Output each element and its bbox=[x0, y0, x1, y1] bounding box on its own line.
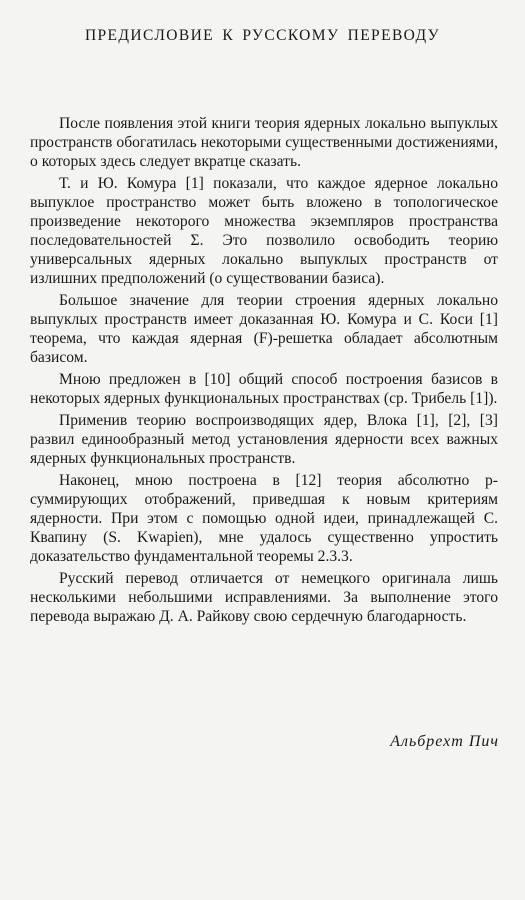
paragraph-5: Применив теорию воспроизводящих ядер, Влока [1], [2], [3] развил единообразный метод установления ядерности всех важных ядерных функциональных пространств. bbox=[30, 412, 498, 467]
paragraph-1: После появления этой книги теория ядерных локально выпуклых пространств обогатилась некоторыми существенными достижениями, о которых здесь следует вкратце сказать. bbox=[30, 115, 498, 170]
paragraph-7: Русский перевод отличается от немецкого оригинала лишь несколькими небольшими исправлениями. За выполнение этого перевода выражаю Д. А. Райкову свою сердечную благодарность. bbox=[30, 570, 498, 625]
page-title: ПРЕДИСЛОВИЕ К РУССКОМУ ПЕРЕВОДУ bbox=[84, 27, 441, 44]
paragraph-3: Большое значение для теории строения ядерных локально выпуклых пространств имеет доказанная Ю. Комура и С. Коси [1] теорема, что каждая ядерная (F)-решетка обладает абсолютным базисом. bbox=[30, 292, 498, 366]
preface-body bbox=[30, 114, 498, 629]
paragraph-2: Т. и Ю. Комура [1] показали, что каждое ядерное локально выпуклое пространство может быть вложено в топологическое произведение некоторого множества экземпляров пространства последовательностей Σ. Это позволило освободить теорию универсальных ядерных локально выпуклых пространств от излишних предположений (о существовании базиса). bbox=[30, 175, 498, 287]
author-signature: Альбрехт Пич bbox=[390, 733, 499, 750]
paragraph-4: Мною предложен в [10] общий способ построения базисов в некоторых ядерных функциональных пространствах (ср. Трибель [1]). bbox=[30, 371, 498, 407]
paragraph-6: Наконец, мною построена в [12] теория абсолютно p-суммирующих отображений, приведшая к новым критериям ядерности. При этом с помощью одной идеи, принадлежащей С. Квапину (S. Kwapien), мне удалось существенно упростить доказательство фундаментальной теоремы 2.3.3. bbox=[30, 472, 498, 565]
